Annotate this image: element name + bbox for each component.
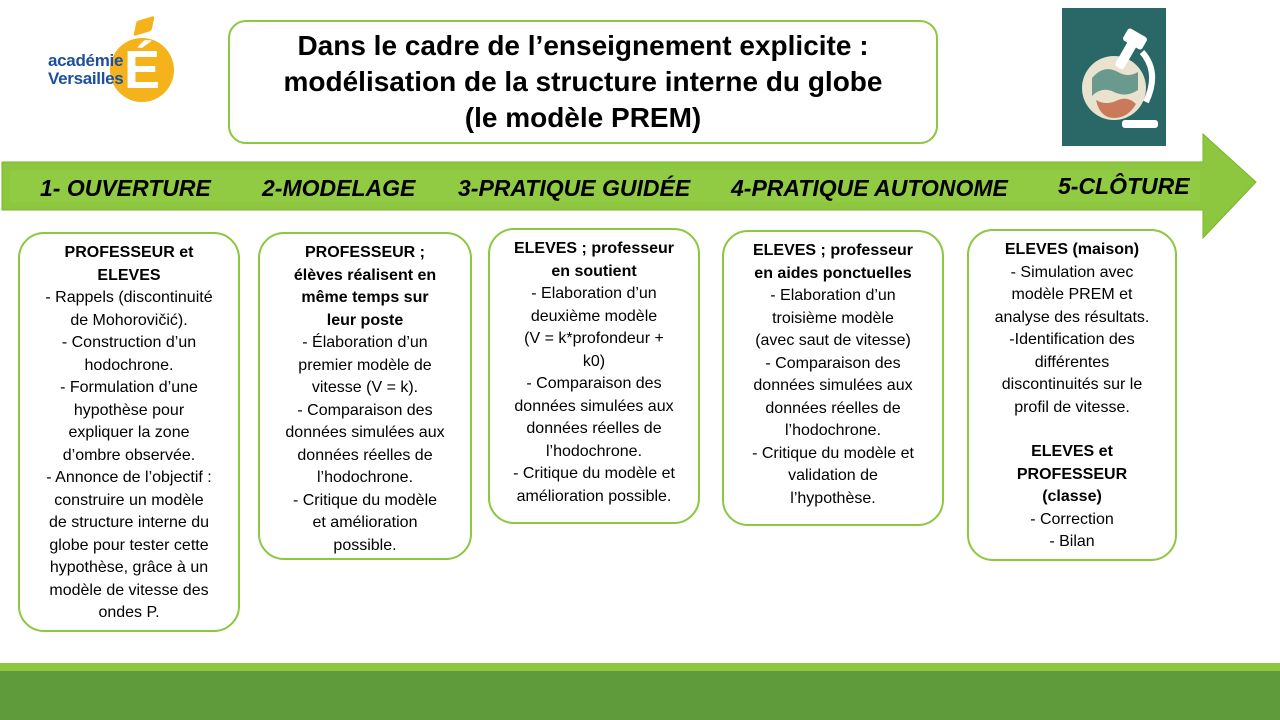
card-line: modèle de vitesse des <box>49 581 209 599</box>
card-line: - Critique du modèle <box>292 491 438 509</box>
card-lead: PROFESSEUR <box>1016 465 1128 483</box>
card-lead: ELEVES (maison) <box>1004 241 1140 258</box>
card-line: - Élaboration d’un <box>302 334 428 351</box>
card-line: hodochrone. <box>84 356 174 374</box>
microscope-thumbnail <box>1062 8 1166 146</box>
card-line: de structure interne du <box>48 514 210 531</box>
card-lead: élèves réalisent en <box>293 266 437 284</box>
card-line: (V = k*profondeur + <box>524 330 664 347</box>
card-line: hypothèse, grâce à un <box>49 559 209 576</box>
title-line-3: (le modèle PREM) <box>464 102 702 133</box>
card-line: données réelles de <box>526 420 662 437</box>
card-line: troisième modèle <box>772 309 894 327</box>
card-line: - Comparaison des <box>526 375 662 392</box>
footer-band-light <box>0 663 1280 671</box>
card-lead: ELEVES et <box>1031 443 1113 460</box>
card-lead: (classe) <box>1042 488 1102 505</box>
card-line: analyse des résultats. <box>994 308 1150 326</box>
card-pratique-autonome <box>722 230 944 526</box>
card-line: - Elaboration d’un <box>531 285 657 302</box>
title-line-1: Dans le cadre de l’enseignement explicite : <box>297 30 869 61</box>
card-ouverture <box>18 232 240 632</box>
logo-e-letter: É <box>123 40 161 100</box>
card-line: - Simulation avec <box>1010 263 1134 281</box>
step-5-cloture: 5-CLÔTURE <box>1058 173 1190 199</box>
card-lead: ELEVES ; professeur <box>513 240 675 257</box>
card-lead: en soutient <box>551 262 637 280</box>
title-box <box>228 20 938 144</box>
card-line: construire un modèle <box>54 491 204 509</box>
card-line: - Annonce de l’objectif : <box>46 469 212 486</box>
logo-line2: Versailles <box>48 69 124 88</box>
card-line: (avec saut de vitesse) <box>755 332 911 349</box>
card-line: modèle PREM et <box>1011 286 1133 303</box>
card-line: l’hodochrone. <box>545 442 643 460</box>
card-line: - Comparaison des <box>765 354 901 372</box>
logo-line1: académie <box>48 51 124 70</box>
card-line: globe pour tester cette <box>49 536 209 554</box>
footer-band <box>0 671 1280 720</box>
card-line: -Identification des <box>1009 331 1135 348</box>
card-line: - Comparaison des <box>297 401 433 419</box>
card-lead: en aides ponctuelles <box>754 264 912 282</box>
card-line: l’hodochrone. <box>784 422 882 439</box>
card-line: données réelles de <box>297 446 433 464</box>
card-line: données simulées aux <box>285 424 445 441</box>
card-line: discontinuités sur le <box>1001 376 1143 393</box>
card-line: et amélioration <box>312 514 418 531</box>
logo-text <box>48 52 123 88</box>
step-2-modelage: 2-MODELAGE <box>262 175 416 201</box>
card-line: vitesse (V = k). <box>311 379 419 396</box>
card-lead: PROFESSEUR et <box>64 244 194 261</box>
card-line: données simulées aux <box>753 377 913 394</box>
step-1-ouverture: 1- OUVERTURE <box>40 175 211 201</box>
academie-versailles-logo <box>40 14 180 114</box>
card-line: l’hypothèse. <box>790 489 876 507</box>
card-line: de Mohorovičić). <box>70 311 188 329</box>
card-line: d’ombre observée. <box>62 446 196 464</box>
step-4-pratique-autonome: 4-PRATIQUE AUTONOME <box>731 175 1008 201</box>
card-line: expliquer la zone <box>68 424 190 441</box>
card-lead: leur poste <box>326 311 404 329</box>
card-cloture <box>967 229 1177 561</box>
card-lead: ELEVES <box>97 266 161 284</box>
step-3-pratique-guidee: 3-PRATIQUE GUIDÉE <box>458 175 691 201</box>
card-lead: PROFESSEUR ; <box>304 244 425 261</box>
card-line: possible. <box>333 536 397 554</box>
card-line: deuxième modèle <box>530 307 658 325</box>
card-spacer <box>977 419 1167 441</box>
card-line: - Formulation d’une <box>60 379 198 396</box>
microscope-icon <box>1062 8 1166 146</box>
card-line: validation de <box>788 467 878 484</box>
card-line: - Critique du modèle et <box>752 444 914 462</box>
card-modelage <box>258 232 472 560</box>
card-line: profil de vitesse. <box>1014 398 1130 416</box>
card-line: amélioration possible. <box>516 487 672 505</box>
card-lead: même temps sur <box>301 289 429 306</box>
card-pratique-guidee <box>488 228 700 524</box>
card-line: l’hodochrone. <box>316 469 414 486</box>
card-line: différentes <box>1034 353 1110 371</box>
logo-accent <box>133 16 154 37</box>
title-line-2: modélisation de la structure interne du globe <box>283 66 883 97</box>
card-line: - Bilan <box>1049 533 1095 550</box>
card-line: - Correction <box>1030 510 1114 528</box>
card-line: - Elaboration d’un <box>770 287 896 304</box>
card-line: premier modèle de <box>298 356 432 374</box>
card-line: - Rappels (discontinuité <box>45 289 213 306</box>
card-line: données simulées aux <box>514 397 674 415</box>
card-line: - Critique du modèle et <box>513 465 675 482</box>
card-lead: ELEVES ; professeur <box>752 242 914 259</box>
card-line: données réelles de <box>765 399 901 417</box>
card-line: hypothèse pour <box>73 401 185 419</box>
card-line: k0) <box>582 352 606 370</box>
card-line: ondes P. <box>98 604 160 621</box>
card-line: - Construction d’un <box>61 334 197 351</box>
